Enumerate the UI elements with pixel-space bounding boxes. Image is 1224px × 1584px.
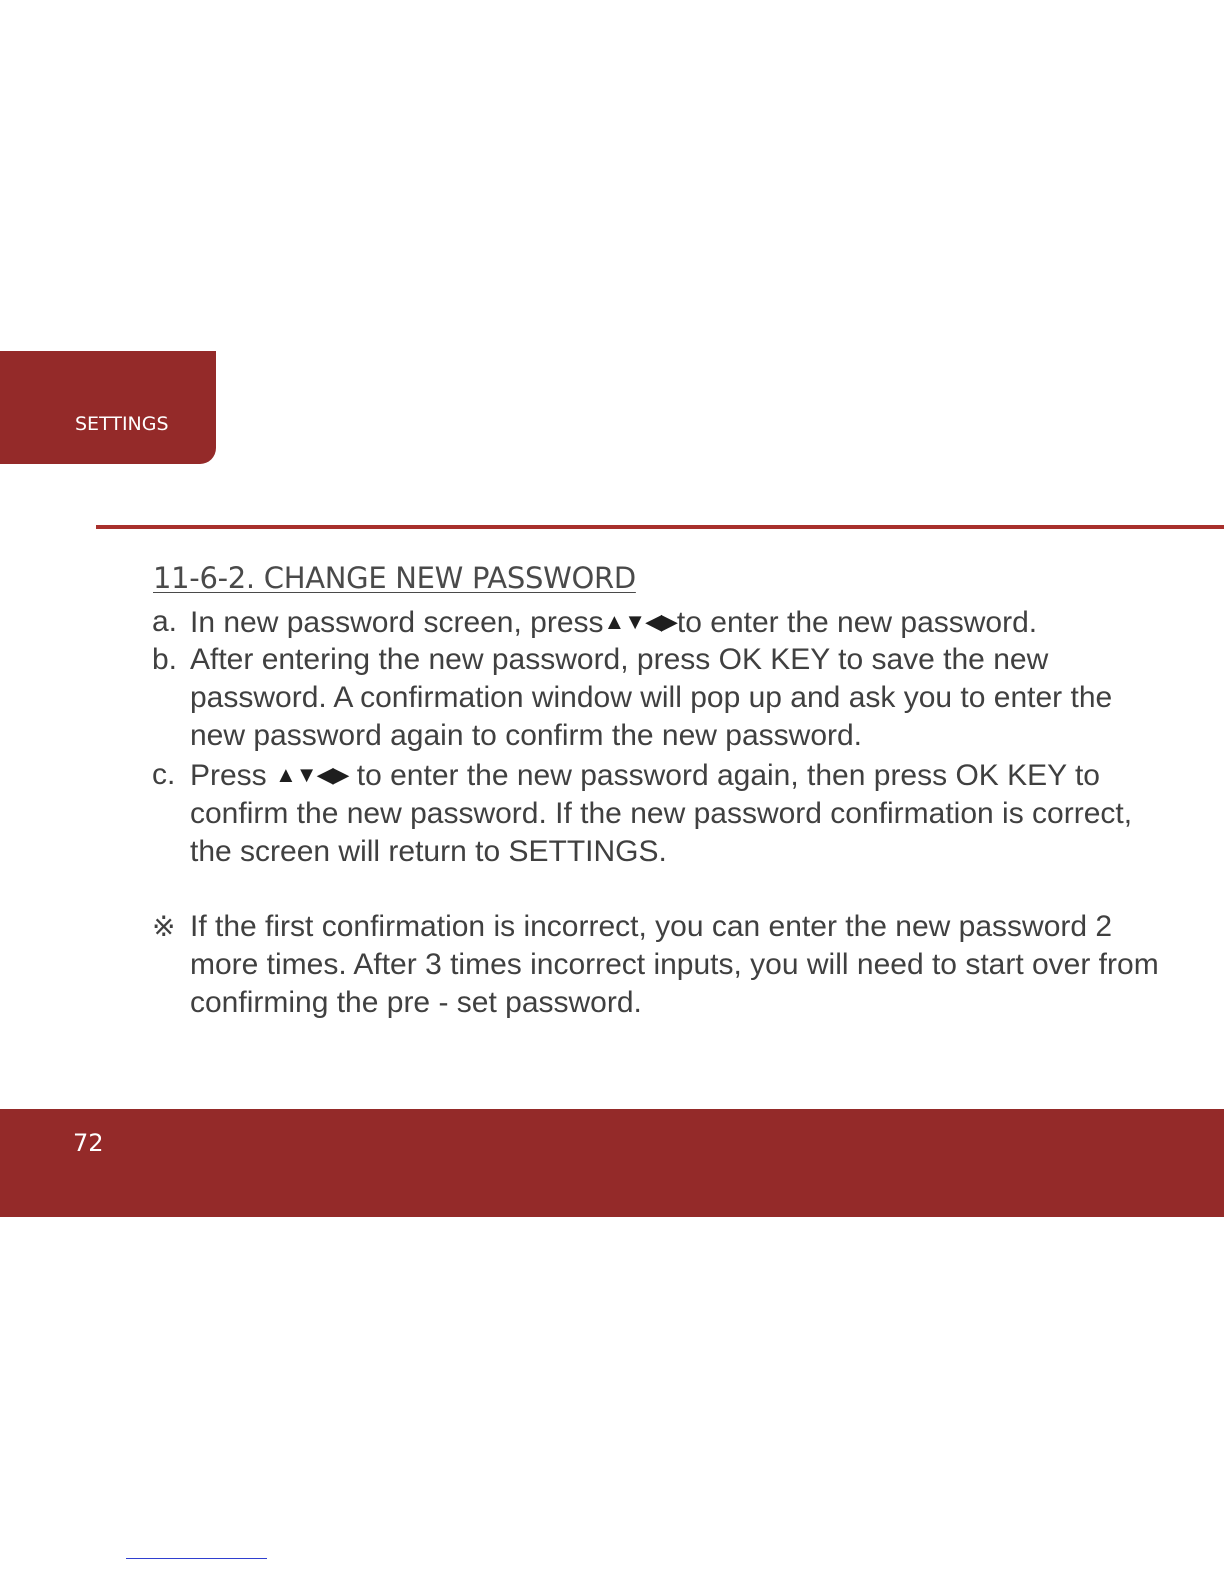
step-a-marker: a. [152,605,178,638]
step-c-text-after: to enter the new password again, then press OK KEY to confirm the new password. If the new password confirmation is correct, the screen will return to SETTINGS. [190,759,1133,868]
section-tab [0,351,216,464]
step-a-content [190,603,1172,642]
page-number: 72 [73,1129,104,1157]
step-b [152,641,1172,755]
step-c-text-before: Press [190,759,276,792]
header-divider [96,525,1224,529]
bottom-rule [126,1558,267,1559]
footer-band [0,1109,1224,1217]
note-text: If the first confirmation is incorrect, you can enter the new password 2 more times. After 3 times incorrect inputs, you will need to start over from confirming the pre - set password. [190,910,1159,1019]
step-c [152,756,1172,871]
arrow-keys-icon: ▲▼◀▶ [603,609,677,634]
step-c-marker: c. [152,758,176,791]
note [152,908,1172,1022]
section-tab-label: SETTINGS [75,413,169,435]
note-reference-mark-icon: ※ [152,911,176,942]
section-heading: 11-6-2. CHANGE NEW PASSWORD [153,561,636,595]
step-b-marker: b. [152,643,178,676]
step-b-text: After entering the new password, press OK KEY to save the new password. A confirmation window will pop up and ask you to enter the new password again to confirm the new password. [190,643,1113,752]
arrow-keys-icon: ▲▼◀▶ [275,762,349,787]
step-a [152,603,1172,642]
step-c-content [190,756,1172,871]
step-a-text-after: to enter the new password. [676,606,1038,639]
step-a-text-before: In new password screen, press [190,606,604,639]
